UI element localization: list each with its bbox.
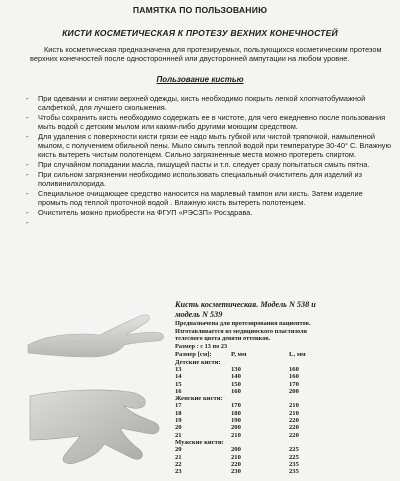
document-title: ПАМЯТКА ПО ПОЛЬЗОВАНИЮ — [132, 5, 268, 15]
size-cell: 20 — [175, 424, 182, 432]
table-row — [175, 461, 339, 468]
spec-size-range: Размер : с 13 по 23 — [175, 342, 228, 350]
size-cell: 16 — [175, 387, 182, 395]
size-cell: 21 — [175, 431, 182, 439]
table-header-row — [175, 351, 339, 358]
p-cell: 200 — [231, 424, 241, 432]
group-children-label: Детские кисти: — [175, 358, 221, 366]
size-cell: 15 — [175, 380, 182, 388]
table-row — [175, 468, 339, 475]
p-cell: 210 — [231, 453, 241, 461]
group-row — [175, 439, 339, 446]
p-cell: 200 — [231, 446, 241, 454]
p-cell: 190 — [231, 417, 241, 425]
column-header: L, мм — [289, 351, 306, 359]
p-cell: 220 — [231, 460, 241, 468]
size-cell: 17 — [175, 402, 182, 410]
p-cell: 140 — [231, 373, 241, 381]
table-row — [175, 454, 339, 461]
table-row — [175, 417, 339, 424]
table-row — [175, 432, 339, 439]
column-header: Размер [см]: — [175, 351, 212, 359]
table-row — [175, 388, 339, 395]
list-item: - При случайном попадании масла, пишущей пасты и т.п. следует сразу попытаться смыть пятна. — [26, 160, 392, 169]
l-cell: 200 — [289, 387, 299, 395]
l-cell: 220 — [289, 417, 299, 425]
specification-block — [175, 300, 390, 475]
size-cell: 14 — [175, 373, 182, 381]
group-women-label: Женские кисти: — [175, 395, 223, 403]
group-row — [175, 359, 339, 366]
p-cell: 210 — [231, 431, 241, 439]
rules-list — [26, 94, 392, 218]
spec-title-line1: Кисть косметическая. Модель N 538 и — [175, 300, 316, 309]
spec-purpose: Предназначена для протезирования пациентов. — [175, 320, 311, 327]
usage-heading: Пользование кистью — [156, 75, 244, 84]
size-cell: 23 — [175, 468, 182, 476]
l-cell: 220 — [289, 424, 299, 432]
table-row — [175, 373, 339, 380]
size-cell: 19 — [175, 417, 182, 425]
l-cell: 220 — [289, 431, 299, 439]
l-cell: 235 — [289, 460, 299, 468]
hand-photo-palm — [20, 293, 170, 368]
women-rows — [175, 402, 339, 438]
table-row — [175, 424, 339, 431]
l-cell: 160 — [289, 373, 299, 381]
list-item: - Специальное очищающее средство наносится на марлевый тампон или кисть. Затем изделие промыть под теплой проточной водой . Влажную кисть вытереть полотенцем. — [26, 189, 392, 207]
size-cell: 20 — [175, 446, 182, 454]
list-item: - Для удаления с поверхности кисти грязи ее надо мыть губкой или чистой тряпочкой, намыленной мылом, с получением обильной пены. Мыло смыть теплой водой при температуре 30-40° С. Влажную кисть вытереть чистым полотенцем. Сильно загрязненные места можно протереть спиртом. — [26, 132, 392, 160]
l-cell: 210 — [289, 402, 299, 410]
l-cell: 235 — [289, 468, 299, 476]
table-row — [175, 366, 339, 373]
group-row — [175, 395, 339, 402]
intro-paragraph: Кисть косметическая предназначена для протезируемых, пользующихся косметическим протезом верхних конечностей после одностороннней или двусторонней ампутации на любом уровне. — [30, 45, 382, 64]
p-cell: 230 — [231, 468, 241, 476]
p-cell: 180 — [231, 409, 241, 417]
men-rows — [175, 446, 339, 475]
p-cell: 160 — [231, 387, 241, 395]
l-cell: 225 — [289, 446, 299, 454]
size-cell: 21 — [175, 453, 182, 461]
list-item: - Очиститель можно приобрести на ФГУП «РЭСЗП» Росздрава. — [26, 208, 392, 217]
l-cell: 160 — [289, 365, 299, 373]
l-cell: 170 — [289, 380, 299, 388]
size-table — [175, 351, 339, 475]
spec-material-2: телесного цвета девяти оттенков. — [175, 335, 271, 343]
group-men-label: Мужские кисти: — [175, 438, 224, 446]
p-cell: 170 — [231, 402, 241, 410]
spec-material-1: Изготавливается из медицинского пластизоля — [175, 327, 307, 335]
size-cell: 18 — [175, 409, 182, 417]
table-row — [175, 446, 339, 453]
column-header: Р, мм — [231, 351, 247, 359]
spec-title-line2: модель N 539 — [175, 310, 223, 319]
size-cell: 13 — [175, 365, 182, 373]
p-cell: 150 — [231, 380, 241, 388]
table-row — [175, 410, 339, 417]
list-item: - При сильном загрязнении необходимо использовать специальный очиститель для изделий из поливинилхлорида. — [26, 170, 392, 188]
children-rows — [175, 366, 339, 395]
table-row — [175, 381, 339, 388]
list-item: - При одевании и снятии верхней одежды, кисть необходимо покрыть легкой хлопчатобумажной салфеткой, для лучшего скольжения. — [26, 94, 392, 112]
p-cell: 130 — [231, 365, 241, 373]
table-row — [175, 402, 339, 409]
l-cell: 225 — [289, 453, 299, 461]
l-cell: 210 — [289, 409, 299, 417]
size-cell: 22 — [175, 460, 182, 468]
hand-photo-back — [20, 378, 170, 478]
document-subtitle: КИСТИ КОСМЕТИЧЕСКАЯ К ПРОТЕЗУ ВЕХНИХ КОНЕЧНОСТЕЙ — [62, 28, 338, 38]
list-item: - Чтобы сохранить кисть необходимо содержать ее в чистоте, для чего ежедневно после пользования мыть водой с детским мылом или каким-либо другими моющим средством. — [26, 113, 392, 131]
